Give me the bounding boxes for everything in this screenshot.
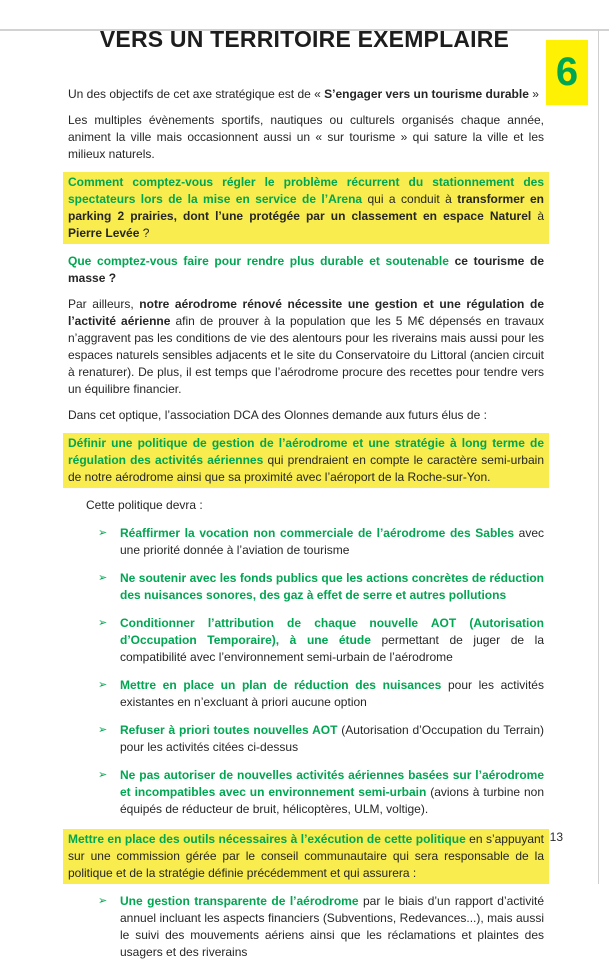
text-run: transformer en parking 2 prairies, dont l’une protégée par un classement en espace Naturel (68, 192, 544, 223)
highlighted-block (63, 172, 549, 244)
bullet-item (68, 677, 544, 711)
highlighted-block (63, 829, 549, 884)
page-number: 13 (549, 830, 563, 844)
text-run: à (531, 209, 544, 223)
text-run: Mettre en place un plan de réduction des nuisances (120, 678, 442, 692)
section-number-badge: 6 (546, 40, 588, 105)
text-run: Par ailleurs, (68, 297, 140, 311)
text-run: Mettre en place des outils nécessaires à l’exécution de cette politique (68, 832, 466, 846)
bullet-text (120, 678, 544, 709)
paragraph (68, 407, 544, 424)
bullet-item (68, 615, 544, 666)
text-run: Une gestion transparente de l’aérodrome (120, 894, 359, 908)
page-right-edge (598, 29, 599, 884)
page-header (68, 26, 541, 52)
bullet-item (68, 767, 544, 818)
bullet-item (68, 722, 544, 756)
bullet-text (120, 526, 544, 557)
text-run: pour les activités existantes en n’excluant à priori aucune option (120, 678, 544, 709)
document-body (68, 86, 544, 972)
paragraph (68, 253, 544, 287)
bullet-text (120, 616, 544, 664)
bullet-item (68, 893, 544, 961)
text-run: Conditionner l’attribution de chaque nouvelle AOT (Autorisation d’Occupation Temporaire), à une étude (120, 616, 544, 647)
text-run: Pierre Levée (68, 226, 140, 240)
text-run: ? (139, 226, 150, 240)
text-run: Refuser à priori toutes nouvelles AOT (120, 723, 338, 737)
text-run: permettant de juger de la compatibilité avec l’environnement semi-urbain de l’aérodrome (120, 633, 544, 664)
text-run: Ne soutenir avec les fonds publics que les actions concrètes de réduction des nuisances sonores, des gaz à effet de serre et autres pollutions (120, 571, 544, 602)
text-run: afin de prouver à la population que les 5 M€ dépensés en travaux n’aggravent pas les conditions de vie des alentours pour les riverains mais aussi pour les espaces naturels sensibles adjacents et le site du Conservatoire du Littoral (ancien circuit à renaturer). De plus, il est temps que l’aérodrome procure des recettes pour tendre vers un équilibre financier. (68, 314, 545, 396)
text-run: Que comptez-vous faire pour rendre plus durable et soutenable (68, 254, 449, 268)
bullet-text (120, 571, 544, 602)
arrow-bullet-icon: ➢ (98, 617, 108, 629)
arrow-bullet-icon: ➢ (98, 527, 108, 539)
text-run: qui a conduit à (362, 192, 458, 206)
text-run: Cette politique devra : (86, 498, 203, 512)
bullet-text (120, 768, 544, 816)
text-run: Les multiples évènements sportifs, nautiques ou culturels organisés chaque année, animent la ville mais occasionnent aussi un « sur tourisme » qui sature la ville et les milieux naturels. (68, 113, 544, 161)
bullet-text (120, 894, 544, 959)
paragraph (68, 296, 544, 398)
text-run: Définir une politique de gestion de l’aérodrome et une stratégie à long terme de régulation des activités aériennes (68, 436, 544, 467)
arrow-bullet-icon: ➢ (98, 724, 108, 736)
text-run: Dans cet optique, l’association DCA des Olonnes demande aux futurs élus de : (68, 408, 487, 422)
page-title: VERS UN TERRITOIRE EXEMPLAIRE (99, 26, 510, 52)
text-run: (Autorisation d’Occupation du Terrain) pour les activités citées ci-dessus (120, 723, 544, 754)
document-page (0, 26, 609, 959)
text-run: avec une priorité donnée à l’aviation de tourisme (120, 526, 544, 557)
sub-heading (86, 497, 544, 514)
bullet-item (68, 525, 544, 559)
arrow-bullet-icon: ➢ (98, 572, 108, 584)
text-run: Réaffirmer la vocation non commerciale de l’aérodrome des Sables (120, 526, 514, 540)
text-run: S’engager vers un tourisme durable (324, 87, 529, 101)
text-run: en s’appuyant sur une commission gérée par le conseil communautaire qui sera responsable de la politique et de la stratégie définie précédemment et qui assurera : (68, 832, 544, 880)
text-run: ce tourisme de masse ? (68, 254, 544, 285)
text-run: Comment comptez-vous régler le problème récurrent du stationnement des spectateurs lors de la mise en service de l’Arena (68, 175, 544, 206)
paragraph (68, 112, 544, 163)
text-run: Ne pas autoriser de nouvelles activités aériennes basées sur l’aérodrome et incompatibles avec un environnement semi-urbain (120, 768, 544, 799)
bullet-item (68, 570, 544, 604)
text-run: (avions à turbine non équipés de réducteur de bruit, hélicoptères, ULM, voltige). (120, 785, 545, 816)
text-run: Un des objectifs de cet axe stratégique est de « (68, 87, 325, 101)
highlighted-block (63, 433, 549, 488)
arrow-bullet-icon: ➢ (98, 769, 108, 781)
arrow-bullet-icon: ➢ (98, 679, 108, 691)
paragraph (68, 86, 544, 103)
text-run: qui prendraient en compte le caractère semi-urbain de notre aérodrome ainsi que sa proximité avec l’aéroport de la Roche-sur-Yon. (68, 453, 544, 484)
text-run: par le biais d’un rapport d’activité annuel incluant les aspects financiers (Subventions, Redevances...), mais aussi le suivi des mouvements aériens ainsi que les réclamations et plaintes des usagers et des riverains (120, 894, 544, 959)
bullet-text (120, 723, 544, 754)
text-run: » (528, 87, 539, 101)
text-run: notre aérodrome rénové nécessite une gestion et une régulation de l’activité aérienne (68, 297, 544, 328)
arrow-bullet-icon: ➢ (98, 895, 108, 907)
